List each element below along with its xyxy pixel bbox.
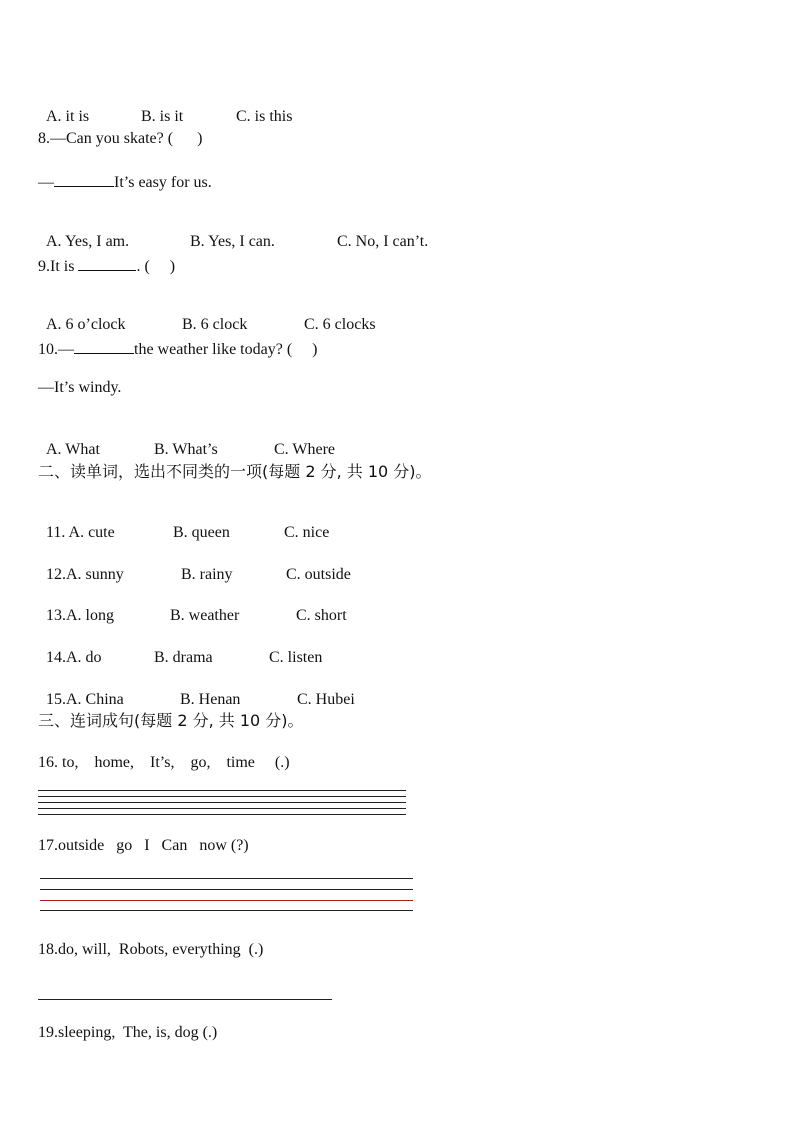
q8-reply-text: It’s easy for us.	[114, 174, 212, 191]
q9-prefix: 9.It is	[38, 258, 79, 275]
q12-option-a: 12.A. sunny	[46, 566, 124, 583]
section3-title: 三、连词成句(每题 2 分, 共 10 分)。	[38, 711, 304, 730]
q15-option-b: B. Henan	[180, 691, 241, 708]
q10-option-a: A. What	[46, 441, 100, 458]
q17-writing-line-4[interactable]	[40, 910, 413, 911]
q9-option-b: B. 6 clock	[182, 316, 248, 333]
q11-option-c: C. nice	[284, 524, 330, 541]
q17-writing-line-1[interactable]	[40, 878, 413, 879]
q7-option-a: A. it is	[46, 108, 90, 125]
q17-words: 17.outside go I Can now (?)	[38, 837, 249, 854]
q9-suffix: . ( )	[136, 258, 176, 275]
q10-reply: —It’s windy.	[38, 379, 122, 396]
q16-writing-line-4[interactable]	[38, 808, 406, 809]
q14-option-a: 14.A. do	[46, 649, 102, 666]
q8-stem: 8.—Can you skate? ( )	[38, 130, 203, 147]
q10-prefix: 10.—	[38, 341, 74, 358]
q7-option-b: B. is it	[141, 108, 184, 125]
q9-answer-blank[interactable]	[78, 254, 136, 271]
q12-option-b: B. rainy	[181, 566, 233, 583]
q9-options	[38, 295, 376, 335]
q9-option-a: A. 6 o’clock	[46, 316, 126, 333]
q12-options	[38, 545, 351, 585]
q16-writing-line-5[interactable]	[38, 814, 406, 815]
q7-option-c: C. is this	[236, 108, 293, 125]
q17-writing-line-2[interactable]	[40, 889, 413, 890]
q14-option-b: B. drama	[154, 649, 213, 666]
q11-options	[38, 503, 329, 543]
q7-options	[38, 87, 292, 127]
q19-words: 19.sleeping, The, is, dog (.)	[38, 1024, 218, 1041]
q14-option-c: C. listen	[269, 649, 323, 666]
q10-answer-blank[interactable]	[74, 337, 134, 354]
section2-title: 二、读单词，选出不同类的一项(每题 2 分, 共 10 分)。	[38, 462, 432, 481]
q13-options	[38, 586, 347, 626]
q8-option-a: A. Yes, I am.	[46, 233, 130, 250]
q18-answer-line[interactable]	[38, 999, 332, 1000]
q14-options	[38, 628, 322, 668]
q8-option-c: C. No, I can’t.	[337, 233, 429, 250]
q15-option-a: 15.A. China	[46, 691, 124, 708]
q16-writing-line-1[interactable]	[38, 790, 406, 791]
q10-options	[38, 420, 335, 460]
q16-writing-line-3[interactable]	[38, 802, 406, 803]
q16-words: 16. to, home, It’s, go, time (.)	[38, 754, 290, 771]
q8-reply-dash: —	[38, 174, 54, 191]
q17-writing-line-3[interactable]	[40, 900, 413, 901]
q15-option-c: C. Hubei	[297, 691, 355, 708]
q8-reply	[38, 170, 212, 193]
q10-option-c: C. Where	[274, 441, 336, 458]
q13-option-c: C. short	[296, 607, 347, 624]
q9-option-c: C. 6 clocks	[304, 316, 376, 333]
q13-option-a: 13.A. long	[46, 607, 114, 624]
q15-options	[38, 670, 355, 710]
q10-option-b: B. What’s	[154, 441, 218, 458]
q18-words: 18.do, will, Robots, everything (.)	[38, 941, 264, 958]
q11-option-b: B. queen	[173, 524, 230, 541]
q10-stem	[38, 337, 317, 360]
q10-rest: the weather like today? ( )	[134, 341, 318, 358]
q9-stem	[38, 254, 175, 277]
q8-option-b: B. Yes, I can.	[190, 233, 275, 250]
q11-option-a: 11. A. cute	[46, 524, 115, 541]
q8-options	[38, 212, 428, 252]
q12-option-c: C. outside	[286, 566, 351, 583]
q8-answer-blank[interactable]	[54, 170, 114, 187]
q13-option-b: B. weather	[170, 607, 240, 624]
q16-writing-line-2[interactable]	[38, 796, 406, 797]
